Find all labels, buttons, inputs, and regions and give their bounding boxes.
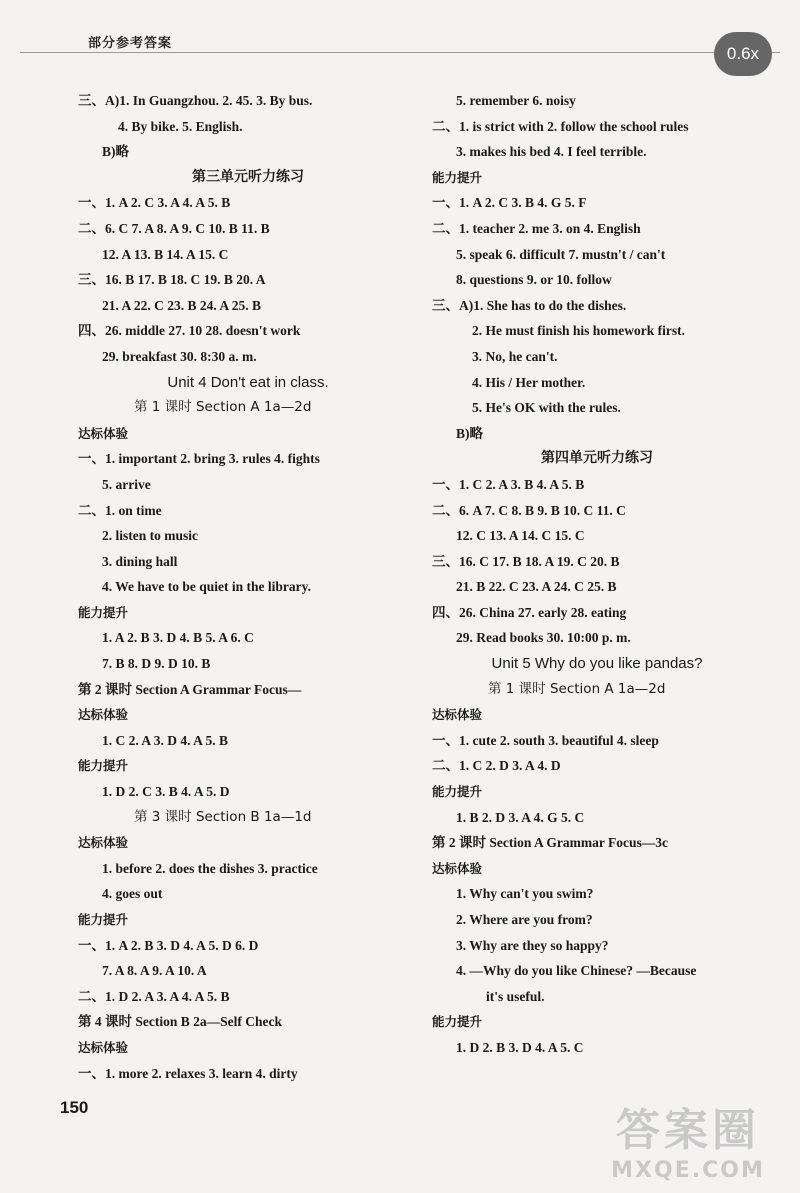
left-column-line: 二、1. D 2. A 3. A 4. A 5. B bbox=[78, 988, 230, 1004]
right-column-line: 能力提升 bbox=[432, 169, 483, 185]
watermark-site: MXQE.COM bbox=[611, 1157, 765, 1183]
right-column-line: 能力提升 bbox=[432, 1014, 483, 1030]
right-column-line: 3. Why are they so happy? bbox=[456, 937, 609, 953]
left-column-line: 3. dining hall bbox=[102, 553, 178, 569]
left-column-line: 达标体验 bbox=[78, 835, 129, 851]
left-column-line: 1. C 2. A 3. D 4. A 5. B bbox=[102, 732, 229, 748]
right-column-line: 一、1. A 2. C 3. B 4. G 5. F bbox=[432, 195, 587, 211]
right-column-line: 5. speak 6. difficult 7. mustn't / can't bbox=[456, 246, 666, 262]
right-column-line: 8. questions 9. or 10. follow bbox=[456, 272, 612, 288]
left-column-line: 第 1 课时 Section A 1a—2d bbox=[134, 399, 312, 416]
right-column-line: it's useful. bbox=[486, 988, 545, 1004]
header-divider bbox=[20, 52, 780, 53]
left-column-line: 一、1. A 2. B 3. D 4. A 5. D 6. D bbox=[78, 937, 259, 953]
left-column-line: 1. D 2. C 3. B 4. A 5. D bbox=[102, 784, 230, 800]
right-column-line: 二、1. is strict with 2. follow the school rules bbox=[432, 118, 689, 134]
right-column-line: 四、26. China 27. early 28. eating bbox=[432, 604, 627, 620]
left-column-line: 12. A 13. B 14. A 15. C bbox=[102, 246, 229, 262]
right-column-line: 二、1. C 2. D 3. A 4. D bbox=[432, 758, 561, 774]
left-column-line: 一、1. important 2. bring 3. rules 4. fights bbox=[78, 451, 320, 467]
left-column-line: 第 4 课时 Section B 2a—Self Check bbox=[78, 1014, 282, 1030]
left-column-line: 能力提升 bbox=[78, 758, 129, 774]
right-column-line: 1. B 2. D 3. A 4. G 5. C bbox=[456, 809, 585, 825]
right-column-line: 第 1 课时 Section A 1a—2d bbox=[488, 680, 666, 697]
left-column-line: 2. listen to music bbox=[102, 528, 198, 544]
right-column-line: 一、1. C 2. A 3. B 4. A 5. B bbox=[432, 476, 585, 492]
left-column-line: 一、1. A 2. C 3. A 4. A 5. B bbox=[78, 195, 231, 211]
right-column-line: 达标体验 bbox=[432, 860, 483, 876]
left-column-line: 一、1. more 2. relaxes 3. learn 4. dirty bbox=[78, 1065, 298, 1081]
left-column-line: 第三单元听力练习 bbox=[192, 168, 304, 185]
left-column-line: 1. A 2. B 3. D 4. B 5. A 6. C bbox=[102, 630, 254, 646]
right-column-line: 2. Where are you from? bbox=[456, 912, 593, 927]
left-column-line: B)略 bbox=[102, 144, 129, 160]
right-column-line: 4. —Why do you like Chinese? —Because bbox=[456, 963, 697, 979]
left-column-line: 达标体验 bbox=[78, 707, 129, 723]
left-column-line: 5. arrive bbox=[102, 476, 151, 492]
left-column-line: 4. goes out bbox=[102, 886, 163, 902]
right-column-line: 第四单元听力练习 bbox=[541, 450, 653, 467]
right-column bbox=[432, 88, 762, 1061]
right-column-line: 三、16. C 17. B 18. A 19. C 20. B bbox=[432, 553, 620, 569]
right-column-line: 29. Read books 30. 10:00 p. m. bbox=[456, 630, 631, 646]
right-column-line: 二、6. A 7. C 8. B 9. B 10. C 11. C bbox=[432, 502, 626, 518]
zoom-level-button[interactable]: 0.6x bbox=[714, 32, 772, 76]
right-column-line: 4. His / Her mother. bbox=[472, 374, 586, 390]
left-column-line: 29. breakfast 30. 8:30 a. m. bbox=[102, 348, 257, 364]
right-column-line: 达标体验 bbox=[432, 707, 483, 723]
left-column-line: 能力提升 bbox=[78, 604, 129, 620]
left-column-line: 21. A 22. C 23. B 24. A 25. B bbox=[102, 297, 262, 313]
left-column-line: 7. B 8. D 9. D 10. B bbox=[102, 656, 211, 672]
left-column-line: 二、1. on time bbox=[78, 502, 162, 518]
left-column-line: 4. By bike. 5. English. bbox=[118, 118, 243, 134]
right-column-line: 12. C 13. A 14. C 15. C bbox=[456, 528, 585, 544]
right-column-line: 5. He's OK with the rules. bbox=[472, 400, 621, 416]
left-column-line: 达标体验 bbox=[78, 425, 129, 441]
watermark-mark: 答案圈 bbox=[616, 1104, 760, 1156]
right-column-line: 3. makes his bed 4. I feel terrible. bbox=[456, 144, 647, 160]
right-column-line: 第 2 课时 Section A Grammar Focus—3c bbox=[432, 835, 668, 851]
right-column-line: 二、1. teacher 2. me 3. on 4. English bbox=[432, 220, 641, 236]
right-column-line: 能力提升 bbox=[432, 784, 483, 800]
right-column-line: Unit 5 Why do you like pandas? bbox=[491, 655, 703, 673]
page-header-title: 部分参考答案 bbox=[88, 36, 173, 51]
right-column-line: 1. D 2. B 3. D 4. A 5. C bbox=[456, 1039, 584, 1055]
right-column-line: 5. remember 6. noisy bbox=[456, 93, 576, 108]
right-column-line: 一、1. cute 2. south 3. beautiful 4. sleep bbox=[432, 732, 659, 748]
right-column-line: 21. B 22. C 23. A 24. C 25. B bbox=[456, 579, 617, 595]
left-column-line: 二、6. C 7. A 8. A 9. C 10. B 11. B bbox=[78, 220, 270, 236]
right-column-line: 2. He must finish his homework first. bbox=[472, 323, 686, 339]
page-number: 150 bbox=[60, 1098, 89, 1117]
left-column-line: 三、A)1. In Guangzhou. 2. 45. 3. By bus. bbox=[78, 93, 313, 108]
left-column-line: 达标体验 bbox=[78, 1039, 129, 1055]
right-column-line: 三、A)1. She has to do the dishes. bbox=[432, 297, 627, 313]
left-column-line: 四、26. middle 27. 10 28. doesn't work bbox=[78, 323, 301, 339]
right-column-line: B)略 bbox=[456, 425, 483, 441]
watermark-logo bbox=[598, 1093, 778, 1183]
right-column-line: 1. Why can't you swim? bbox=[456, 886, 594, 902]
left-column-line: 三、16. B 17. B 18. C 19. B 20. A bbox=[78, 272, 266, 288]
right-column-line: 3. No, he can't. bbox=[472, 348, 558, 364]
left-column-line: 4. We have to be quiet in the library. bbox=[102, 579, 312, 595]
left-column-line: 1. before 2. does the dishes 3. practice bbox=[102, 860, 318, 876]
left-column-line: 能力提升 bbox=[78, 912, 129, 927]
left-column-line: 第 3 课时 Section B 1a—1d bbox=[134, 808, 312, 825]
left-column-line: 7. A 8. A 9. A 10. A bbox=[102, 963, 207, 979]
left-column bbox=[78, 88, 418, 1086]
left-column-line: Unit 4 Don't eat in class. bbox=[167, 373, 329, 391]
left-column-line: 第 2 课时 Section A Grammar Focus— bbox=[78, 681, 302, 697]
